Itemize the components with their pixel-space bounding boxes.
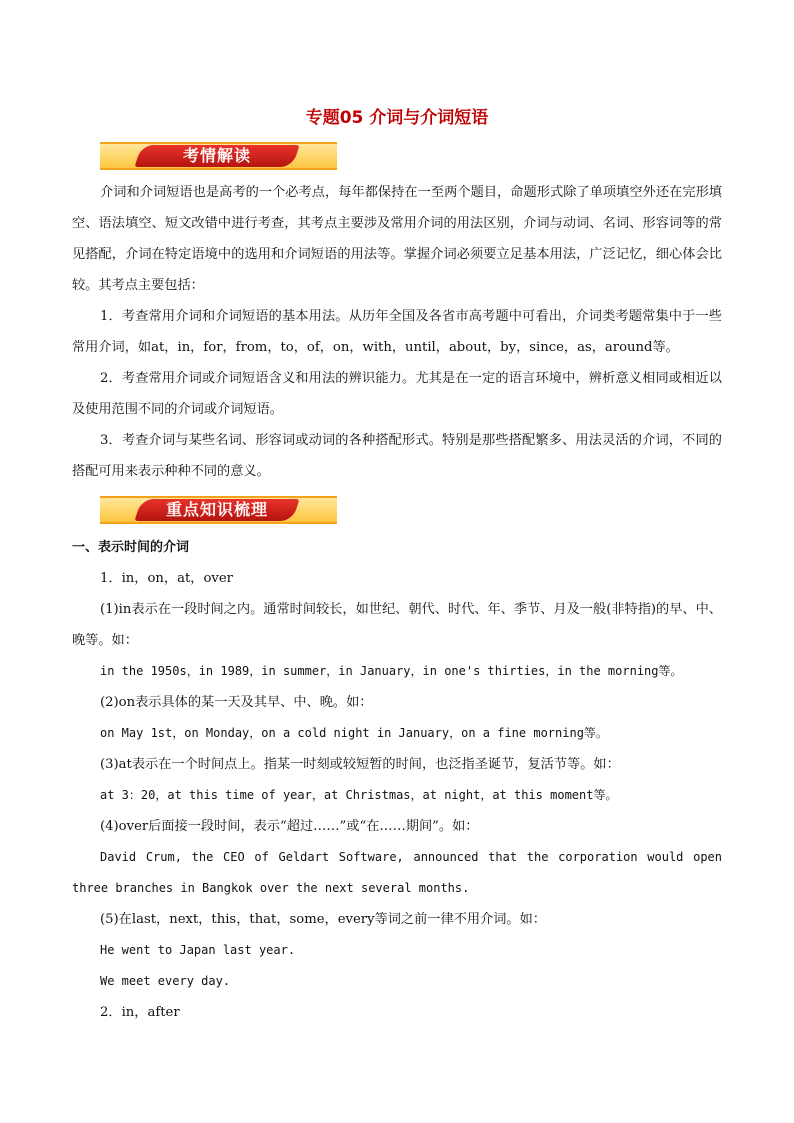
banner-label: 重点知识梳理 <box>165 500 268 519</box>
knowledge-block <box>72 532 722 1028</box>
intro-block <box>72 177 722 487</box>
example-paragraph: David Crum, the CEO of Geldart Software, announced that the corporation would open three branches in Bangkok over the next several months. <box>72 850 722 895</box>
banner-label: 考情解读 <box>182 146 251 165</box>
rule-item: (3)at表示在一个时间点上。指某一时刻或较短暂的时间，也泛指圣诞节，复活节等。如： <box>100 757 620 772</box>
example-line: on May 1st，on Monday，on a cold night in January，on a fine morning等。 <box>100 726 608 740</box>
section-banner-exam-analysis <box>100 142 337 170</box>
subheading: 2．in，after <box>100 1005 180 1020</box>
rule-item: (2)on表示具体的某一天及其早、中、晚。如： <box>100 695 373 710</box>
subheading: 1．in，on，at，over <box>100 571 233 586</box>
rule-item: (4)over后面接一段时间，表示“超过……”或“在……期间”。如： <box>100 819 479 834</box>
point-3: 3．考查介词与某些名词、形容词或动词的各种搭配形式。特别是那些搭配繁多、用法灵活的介词，不同的搭配可用来表示种种不同的意义。 <box>72 433 722 479</box>
point-1: 1．考查常用介词和介词短语的基本用法。从历年全国及各省市高考题中可看出，介词类考题常集中于一些常用介词，如at，in，for，from，to，of，on，with，until，about，by，since，as，around等。 <box>72 309 722 355</box>
example-line: at 3：20，at this time of year，at Christmas，at night，at this moment等。 <box>100 788 618 802</box>
intro-paragraph: 介词和介词短语也是高考的一个必考点，每年都保持在一至两个题目，命题形式除了单项填空外还在完形填空、语法填空、短文改错中进行考查，其考点主要涉及常用介词的用法区别，介词与动词、名词、形容词等的常见搭配，介词在特定语境中的选用和介词短语的用法等。掌握介词必须要立足基本用法，广泛记忆，细心体会比较。其考点主要包括： <box>72 185 722 293</box>
example-line: We meet every day. <box>100 974 231 988</box>
example-line: He went to Japan last year. <box>100 943 296 957</box>
rule-item: (1)in表示在一段时间之内。通常时间较长，如世纪、朝代、时代、年、季节、月及一般(非特指)的早、中、晚等。如： <box>72 602 722 648</box>
example-line: in the 1950s，in 1989，in summer，in January，in one's thirties，in the morning等。 <box>100 664 683 678</box>
page-title: 专题05 介词与介词短语 <box>305 108 489 128</box>
section-banner-key-knowledge <box>100 496 337 524</box>
section-heading: 一、表示时间的介词 <box>72 540 190 555</box>
rule-item: (5)在last，next，this，that，some，every等词之前一律不用介词。如： <box>100 912 546 927</box>
point-2: 2．考查常用介词或介词短语含义和用法的辨识能力。尤其是在一定的语言环境中，辨析意义相同或相近以及使用范围不同的介词或介词短语。 <box>72 371 722 417</box>
